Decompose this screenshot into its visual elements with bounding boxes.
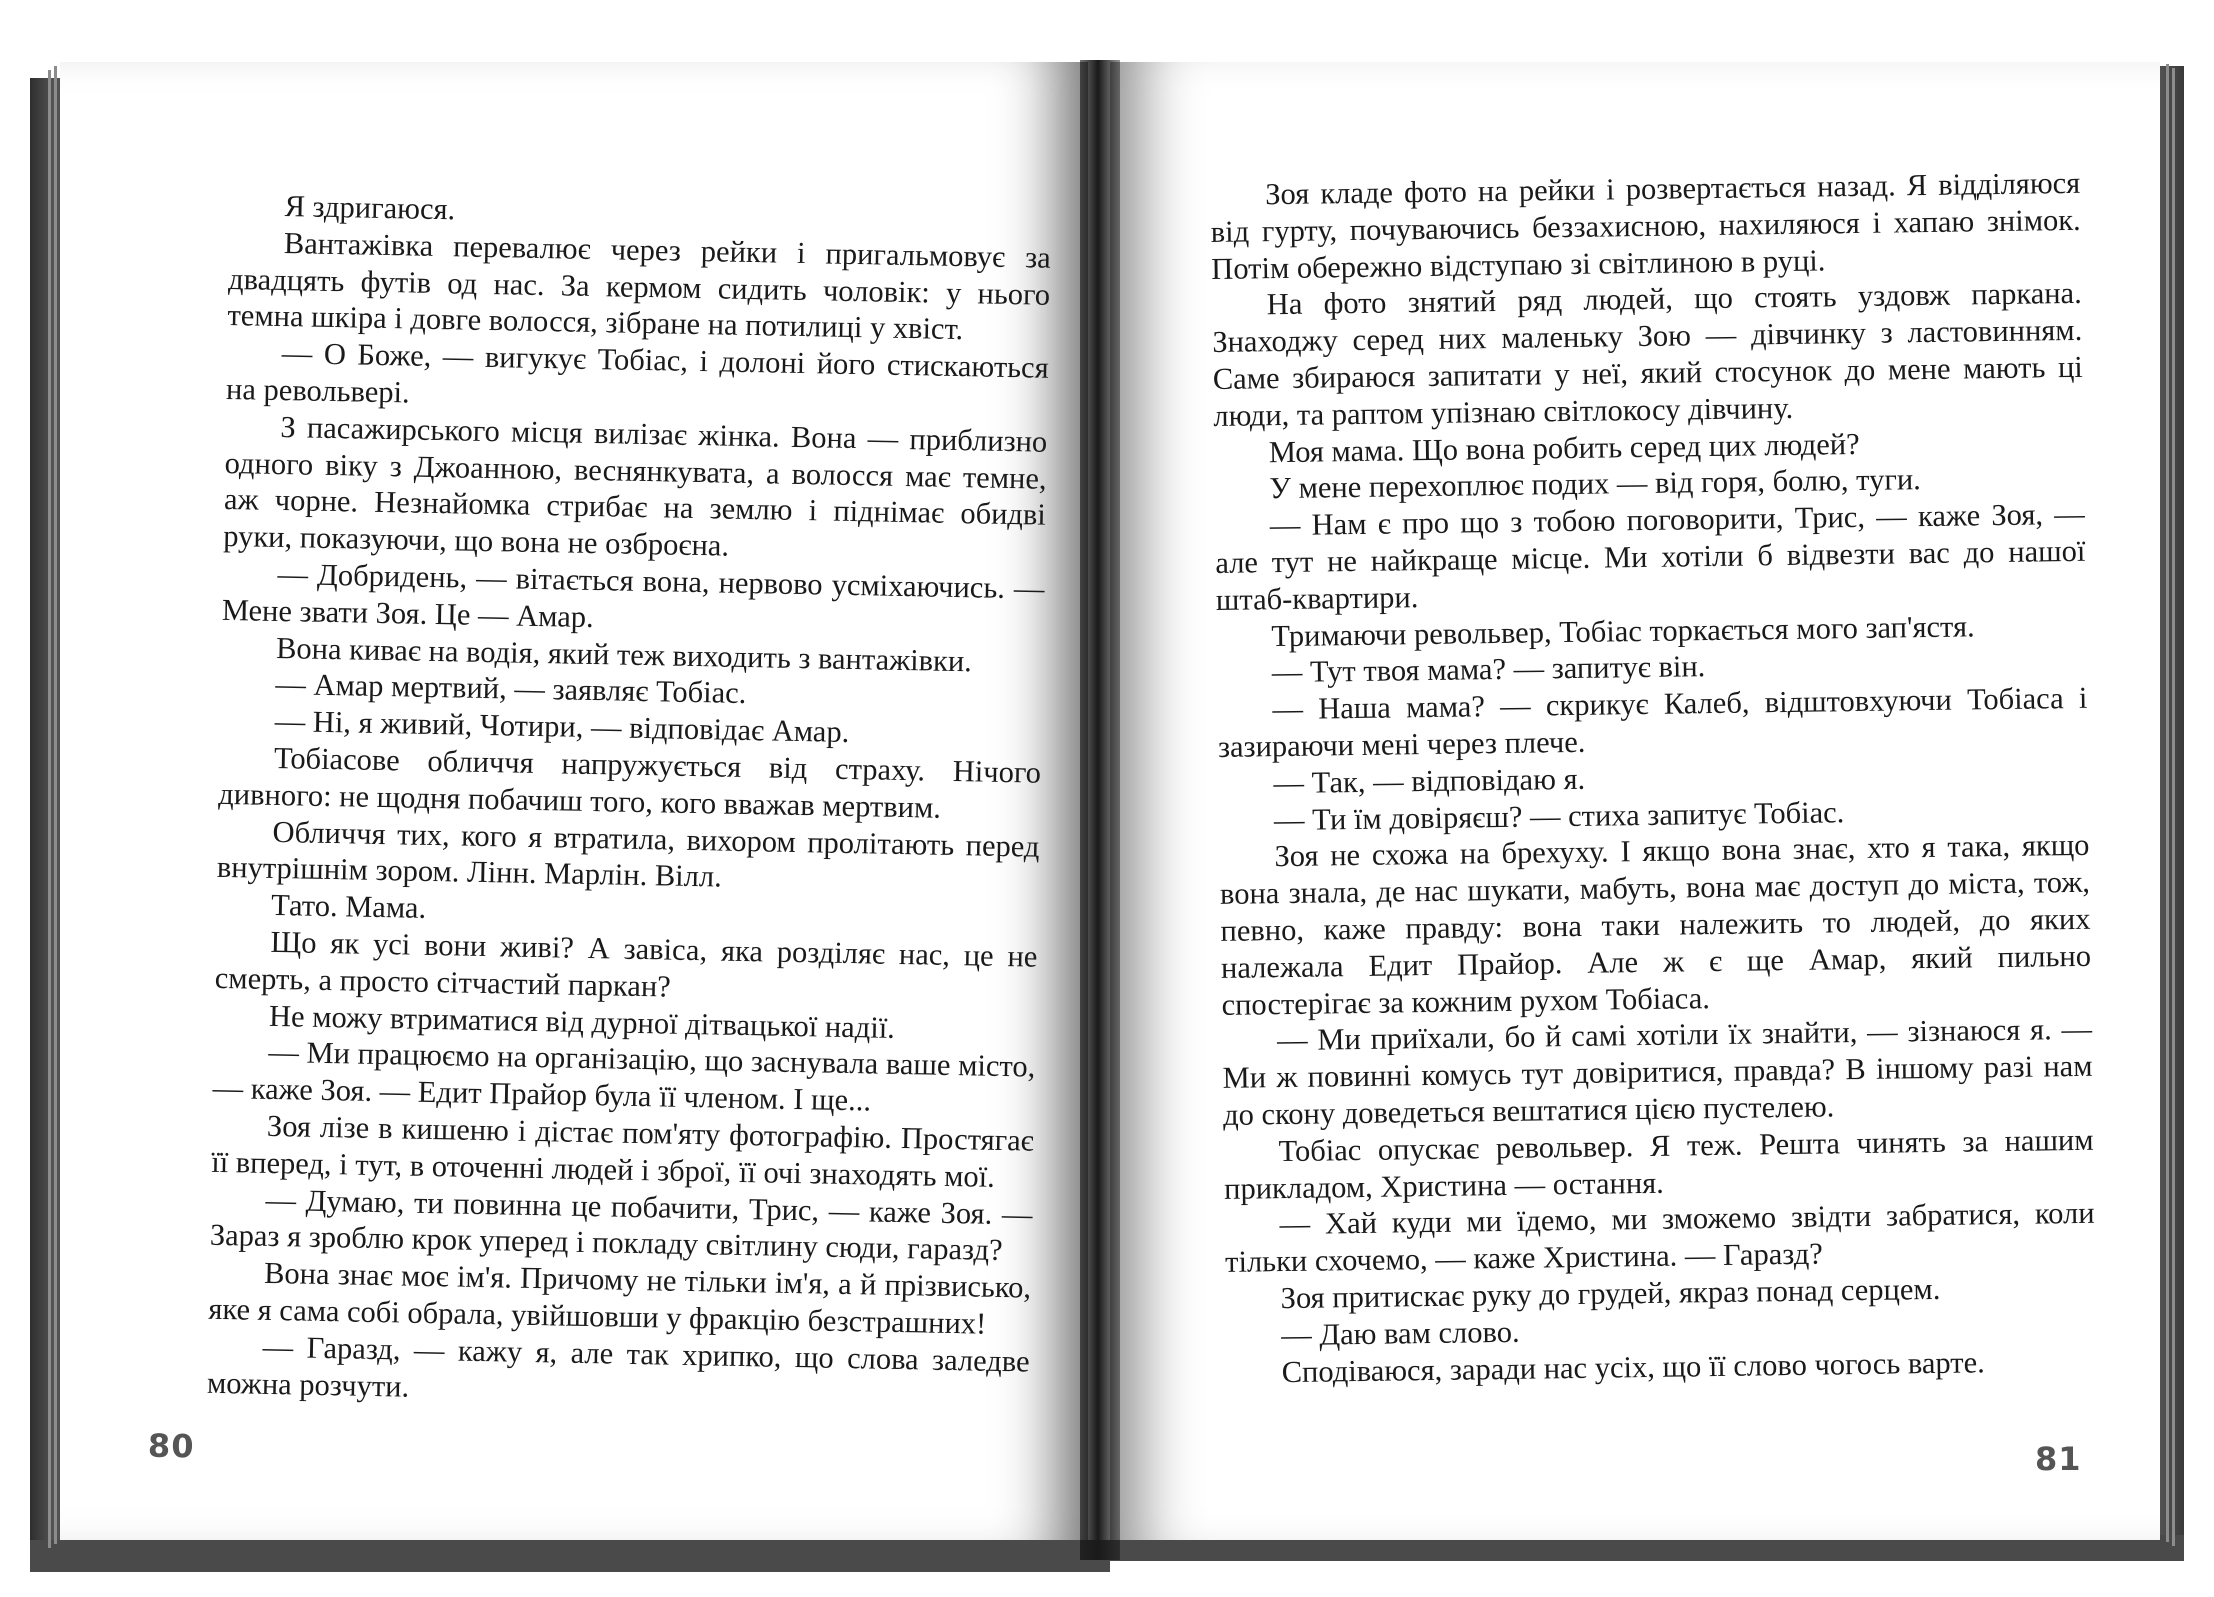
right-page [1110, 62, 2160, 1540]
paragraph: Обличчя тих, кого я втратила, вихором пролітають перед внутрішнім зором. Лінн. Марлін. Вілл. [216, 814, 1040, 894]
paragraph: Зоя лізе в кишеню і дістає пом'яту фотографію. Простягає її вперед, і тут, в оточенні людей і зброї, її очі знаходять мої. [210, 1108, 1035, 1194]
paragraph: — Думаю, ти повинна це побачити, Трис, — каже Зоя. — Зараз я зроблю крок уперед і покладу світлину сюди, гаразд? [209, 1182, 1033, 1268]
paragraph: — Ми приїхали, бо й самі хотіли їх знайти, — зізнаюся я. — Ми ж повинні комусь тут довіритися, правда? В іншому разі нам до скону доведеться вештатися цією пустелею. [1222, 1012, 2093, 1132]
paragraph: Тобіас опускає револьвер. Я теж. Решта чинять за нашим прикладом, Христина — остання. [1223, 1122, 2094, 1206]
paragraph: — Добридень, — вітається вона, нервово усміхаючись. — Мене звати Зоя. Це — Амар. [221, 556, 1045, 634]
paragraph: — Нам є про що з тобою поговорити, Трис, — каже Зоя, — але тут не найкраще місце. Ми хотіли б відвезти вас до нашої штаб-квартири. [1215, 496, 2086, 617]
book-spine-gutter [1080, 60, 1120, 1560]
paragraph: Тримаючи револьвер, Тобіас торкається мого зап'ястя. [1271, 608, 1975, 653]
paragraph: Вона киває на водія, який теж виходить з вантажівки. [275, 630, 973, 678]
paragraph: — Тут твоя мама? — запитує він. [1271, 649, 1706, 690]
paragraph: На фото знятий ряд людей, що стоять уздовж паркана. Знаходжу серед них маленьку Зою — дівчинку з ластовинням. Саме збираюся запитати у неї, який стосунок до мене мають ці люди, та раптом упізнаю світлокосу дівчину. [1212, 276, 2083, 433]
paragraph: — Ти їм довіряєш? — стиха запитує Тобіас. [1273, 794, 1845, 837]
paragraph: Зоя притискає руку до грудей, якраз понад серцем. [1280, 1271, 1941, 1316]
paragraph: — Так, — відповідаю я. [1273, 761, 1586, 800]
paragraph: Вантажівка перевалює через рейки і пригальмовує за двадцять футів од нас. За кермом сидить чоловік: у нього темна шкіра і довге волосся, зібране на потилиці у хвіст. [227, 225, 1052, 347]
paragraph: — Хай куди ми їдемо, ми зможемо звідти забратися, коли тільки схочемо, — каже Христина. — Гаразд? [1224, 1196, 2095, 1280]
paragraph: Я здригаюся. [284, 189, 456, 227]
paragraph: Сподіваюся, заради нас усіх, що її слово чогось варте. [1281, 1344, 1985, 1389]
paragraph: Моя мама. Що вона робить серед цих людей? [1268, 426, 1860, 469]
paragraph: — О Боже, — вигукує Тобіас, і долоні його стискаються на револьвері. [225, 336, 1050, 410]
paragraph: — Наша мама? — скрикує Калеб, відштовхуючи Тобіаса і зазираючи мені через плече. [1217, 680, 2088, 764]
page-stack-line [48, 70, 51, 1548]
left-page [60, 62, 1088, 1540]
paragraph: Що як усі вони живі? А завіса, яка розділяє нас, це не смерть, а просто сітчастий паркан? [214, 924, 1038, 1004]
left-page-text [207, 187, 1052, 1417]
paragraph: У мене перехоплює подих — від горя, болю, туги. [1269, 462, 1922, 506]
paragraph: Тобіасове обличчя напружується від страху. Нічого дивного: не щодня побачиш того, кого вважав мертвим. [218, 740, 1042, 825]
paragraph: Зоя кладе фото на рейки і розвертається назад. Я відділяюся від гурту, почуваючись беззахисною, нахиляюся і хапаю знімок. Потім обережно відступаю зі світлиною в руці. [1210, 165, 2081, 286]
paragraph: — Даю вам слово. [1280, 1314, 1520, 1352]
paragraph: Зоя не схожа на брехуху. І якщо вона знає, хто я така, якщо вона знала, де нас шукати, мабуть, вона має доступ до міста, тож, певно, каже правду: вона таки належить то людей, до яких належала Едит Прайор. Але ж є ще Амар, який пильно спостерігає за кожним рухом Тобіаса. [1219, 828, 2092, 1022]
paragraph: — Ми працюємо на організацію, що заснувала ваше місто, — каже Зоя. — Едит Прайор була її членом. І ще... [212, 1035, 1036, 1118]
page-stack-line [54, 66, 57, 1544]
page-number-left: 80 [147, 1426, 195, 1466]
page-stack-line [2172, 68, 2175, 1546]
paragraph: — Амар мертвий, — заявляє Тобіас. [275, 667, 747, 711]
book-cover-bottom-left [30, 1540, 1110, 1572]
paragraph: Тато. Мама. [270, 888, 427, 926]
right-page-text [1210, 165, 2097, 1391]
paragraph: Вона знає моє ім'я. Причому не тільки ім'я, а й прізвисько, яке я сама собі обрала, увійшовши у фракцію безстрашних! [208, 1255, 1032, 1341]
page-number-right: 81 [2035, 1440, 2082, 1478]
paragraph: Не можу втриматися від дурної дітвацької надії. [268, 998, 896, 1045]
paragraph: З пасажирського місця вилізає жінка. Вона — приблизно одного віку з Джоанною, веснянкувата, а волосся має темне, аж чорне. Незнайомка стрибає на землю і піднімає обидві руки, показуючи, що вона не озброєна. [222, 409, 1048, 563]
paragraph: — Ні, я живий, Чотири, — відповідає Амар. [274, 704, 850, 750]
page-stack-line [2166, 64, 2169, 1542]
paragraph: — Гаразд, — кажу я, але так хрипко, що слова заледве можна розчути. [206, 1329, 1030, 1404]
